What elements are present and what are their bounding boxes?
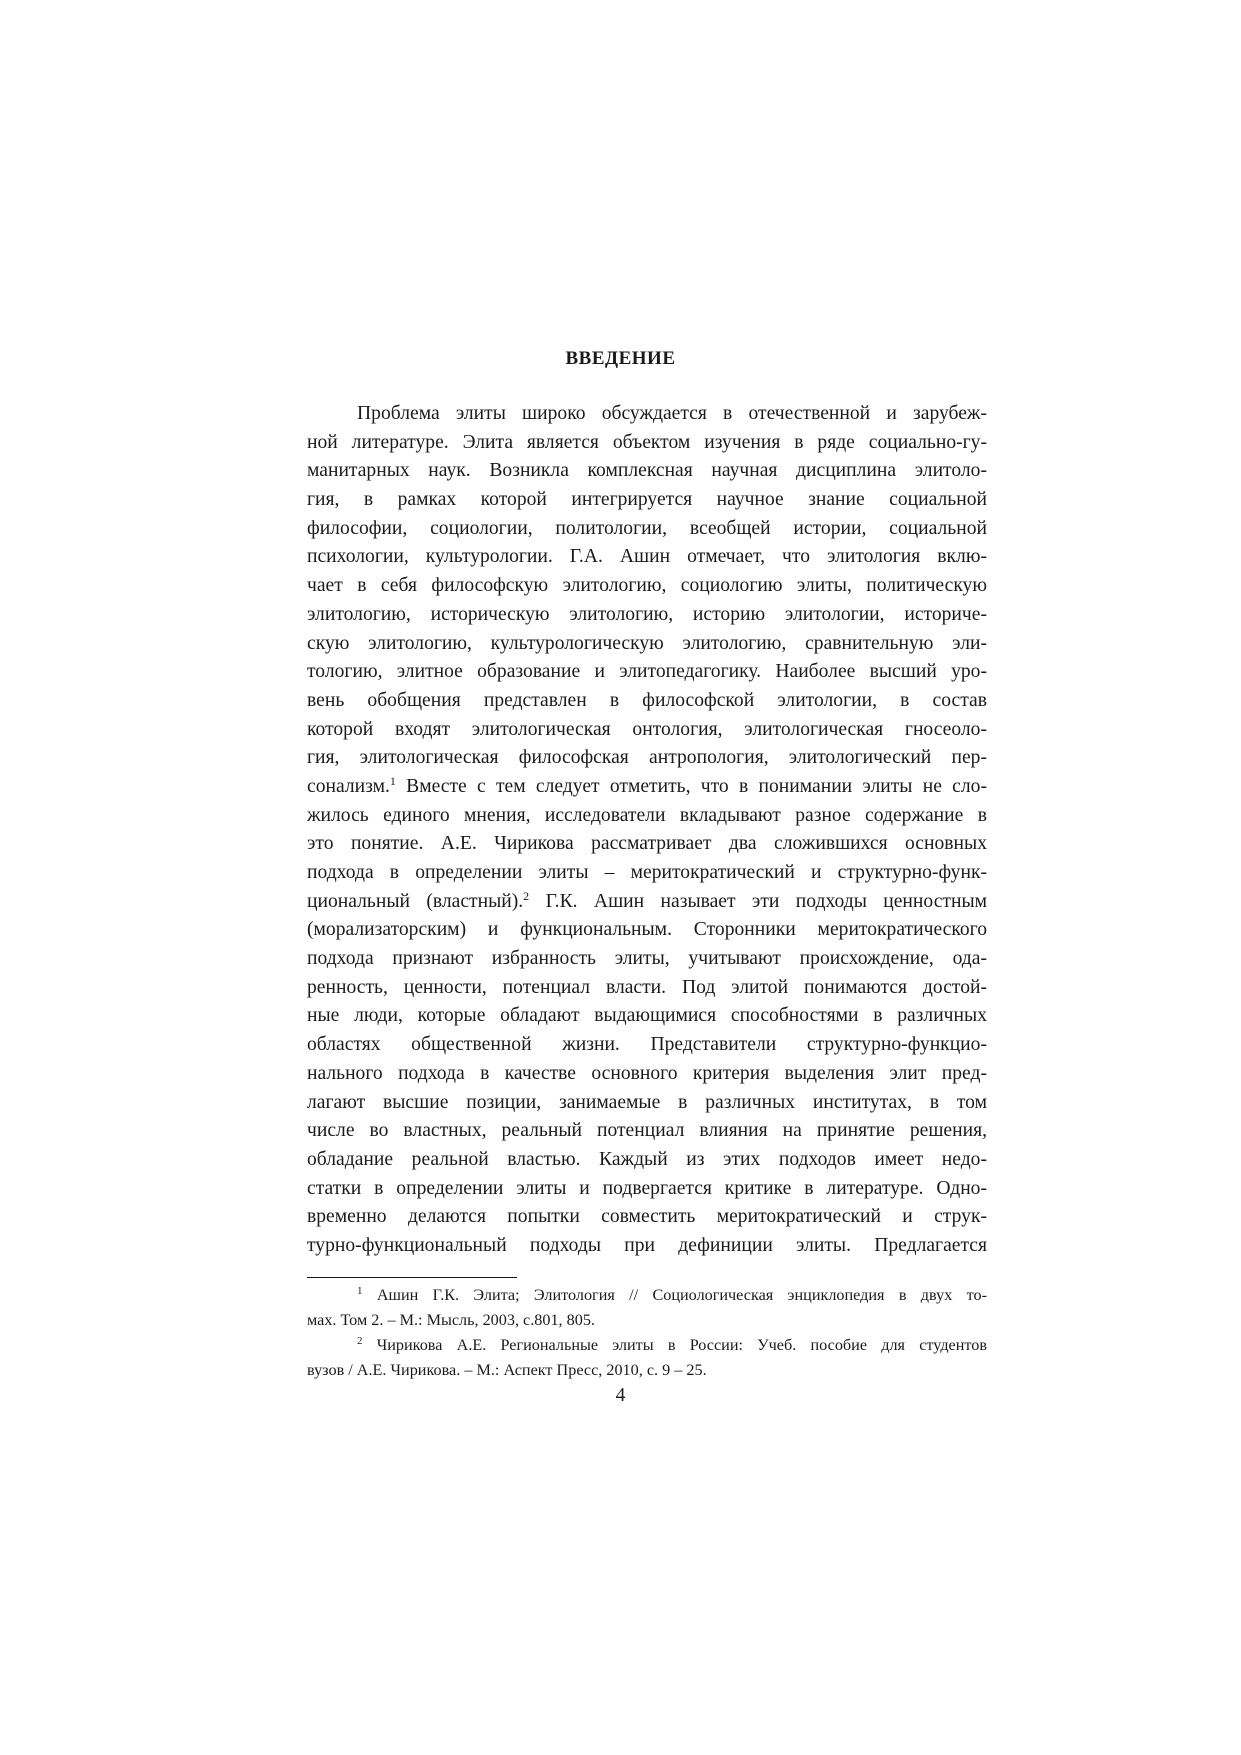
text-line: философии, социологии, политологии, всеобщей истории, социальной [307,517,987,539]
text-line: временно делаются попытки совместить меритократический и струк- [307,1206,987,1228]
text-line: манитарных наук. Возникла комплексная научная дисциплина элитоло- [307,460,987,482]
text-line: турно-функциональный подходы при дефиниции элиты. Предлагается [307,1234,987,1256]
text-line: областях общественной жизни. Представители структурно-функцио- [307,1034,987,1056]
text-line: статки в определении элиты и подвергается критике в литературе. Одно- [307,1177,987,1199]
footnote-marker: 2 [357,1335,363,1347]
footnote-ref[interactable]: 1 [389,773,396,788]
footnote-line [307,1283,987,1308]
text-line: скую элитологию, культурологическую элитологию, сравнительную эли- [307,632,987,654]
text-line: ной литературе. Элита является объектом изучения в ряде социально-гу- [307,431,987,453]
main-text [307,400,987,1261]
footnote-text: Чирикова А.Е. Региональные элиты в России: Учеб. пособие для студентов [376,1336,987,1354]
footnote-ref[interactable]: 2 [523,888,530,903]
footnote-line: вузов / А.Е. Чирикова. – М.: Аспект Пресс, 2010, с. 9 – 25. [307,1361,707,1379]
text-segment: циональный (властный). [307,890,524,912]
text-line: числе во властных, реальный потенциал влияния на принятие решения, [307,1120,987,1142]
text-line [307,888,987,917]
footnote-line [307,1333,987,1358]
text-line: лагают высшие позиции, занимаемые в различных институтах, в том [307,1091,987,1113]
text-line: элитологию, историческую элитологию, историю элитологии, историче- [307,603,987,625]
text-line: это понятие. А.Е. Чирикова рассматривает два сложившихся основных [307,833,987,855]
footnotes [307,1283,987,1383]
text-segment: Г.К. Ашин называет эти подходы ценностным [545,890,987,912]
text-line [307,773,987,802]
text-segment: сонализм. [307,775,390,797]
text-line: подхода в определении элиты – меритократический и структурно-функ- [307,862,987,883]
footnote-text: Ашин Г.К. Элита; Элитология // Социологическая энциклопедия в двух то- [376,1286,987,1304]
text-line: тологию, элитное образование и элитопедагогику. Наиболее высший уро- [307,661,987,683]
text-line: ные люди, которые обладают выдающимися способностями в различных [307,1005,987,1027]
text-line: вень обобщения представлен в философской элитологии, в состав [307,689,987,711]
text-line: гия, элитологическая философская антропология, элитологический пер- [307,747,987,769]
text-line: чает в себя философскую элитологию, социологию элиты, политическую [307,575,987,597]
text-line: жилось единого мнения, исследователи вкладывают разное содержание в [307,804,987,826]
section-heading: ВВЕДЕНИЕ [565,348,676,369]
footnote-separator [307,1277,517,1278]
text-line: гия, в рамках которой интегрируется научное знание социальной [307,489,987,511]
text-line: Проблема элиты широко обсуждается в отечественной и зарубеж- [357,403,987,424]
text-line: (морализаторским) и функциональным. Сторонники меритократического [307,919,987,941]
text-line: которой входят элитологическая онтология, элитологическая гносеоло- [307,718,987,740]
footnote-line: мах. Том 2. – М.: Мысль, 2003, с.801, 805. [307,1311,595,1329]
text-line: ренность, ценности, потенциал власти. Под элитой понимаются достой- [307,976,987,998]
page-number: 4 [615,1385,626,1406]
text-line: психологии, культурологии. Г.А. Ашин отмечает, что элитология вклю- [307,546,987,568]
text-line: подхода признают избранность элиты, учитывают происхождение, ода- [307,948,987,970]
footnote-marker: 1 [357,1285,363,1297]
text-line: обладание реальной властью. Каждый из этих подходов имеет недо- [307,1148,987,1170]
text-segment: Вместе с тем следует отметить, что в понимании элиты не сло- [406,775,987,797]
text-line: нального подхода в качестве основного критерия выделения элит пред- [307,1062,987,1084]
